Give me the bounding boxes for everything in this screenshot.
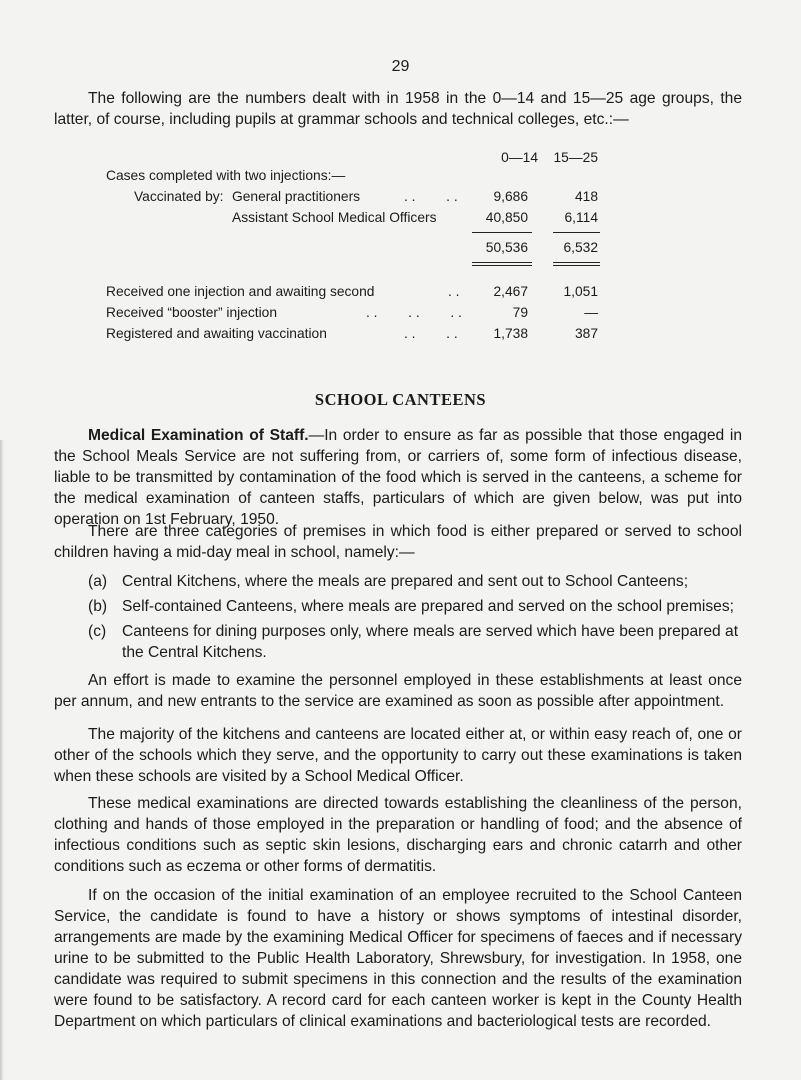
vaccination-table (0, 0, 801, 340)
row-label: General practitioners (232, 189, 361, 204)
row-value-0-14: 79 (512, 305, 528, 320)
row-leader: . . . . (404, 189, 458, 204)
list-item-text: Central Kitchens, where the meals are prepared and sent out to School Canteens; (122, 573, 689, 590)
row-label: Assistant School Medical Officers (232, 210, 437, 225)
paragraph-effort (54, 670, 742, 712)
paragraph-text: An effort is made to examine the personnel employed in these establishments at least once per annum, and new entrants to the service are examined as soon as possible after appointment. (54, 672, 742, 710)
paragraph-text: The majority of the kitchens and canteens are located either at, or within easy reach of, one or other of the schools which they serve, and the opportunity to carry out these examinations is taken when these schools are visited by a School Medical Officer. (54, 726, 742, 785)
row-leader: . . . . (404, 326, 458, 341)
paragraph-medical-examination (54, 425, 742, 530)
row-leader: . . (448, 284, 460, 299)
paragraph-directed (54, 793, 742, 877)
subtotal-rule-0-14 (472, 232, 532, 233)
row-value-15-25: — (584, 305, 598, 320)
total-rule-0-14 (472, 262, 532, 266)
row-value-0-14: 2,467 (493, 284, 528, 299)
list-item-text: Self-contained Canteens, where meals are prepared and served on the school premises; (122, 598, 734, 615)
row-label: Received “booster” injection (106, 305, 278, 320)
row-value-0-14: 9,686 (493, 189, 528, 204)
paragraph-text: —In order to ensure as far as possible that those engaged in the School Meals Service are not suffering from, or carriers of, some form of infectious disease, liable to be transmitted by contamination of the food which is served in the canteens, a scheme for the medical examination of canteen staffs, particulars of which are given below, was put into operation on 1st February, 1950. (54, 427, 742, 528)
vaccinated-by-label: Vaccinated by: (134, 189, 224, 204)
list-item-label: (b) (88, 598, 108, 615)
list-item-label: (a) (88, 573, 108, 590)
row-label: Received one injection and awaiting second (106, 284, 375, 299)
total-value-0-14: 50,536 (485, 240, 528, 255)
paragraph-text: If on the occasion of the initial examination of an employee recruited to the School Canteen Service, the candidate is found to have a history or shows symptoms of intestinal disorder, arrangements are made by the examining Medical Officer for specimens of faeces and if necessary urine to be submitted to the Public Health Laboratory, Shrewsbury, for investigation. In 1958, one candidate was required to submit specimens in this connection and the results of the examination were found to be satisfactory. A record card for each canteen worker is kept in the County Health Department on which particulars of clinical examinations and bacteriological tests are recorded. (54, 887, 742, 1030)
total-value-15-25: 6,532 (563, 240, 598, 255)
scan-margin-shadow (0, 440, 4, 1080)
section-heading: SCHOOL CANTEENS (314, 390, 487, 409)
row-value-0-14: 40,850 (485, 210, 528, 225)
paragraph-lead: Medical Examination of Staff. (88, 427, 309, 444)
paragraph-initial-examination (54, 885, 742, 1032)
col-header-0-14: 0—14 (501, 150, 538, 165)
col-header-15-25: 15—25 (553, 150, 598, 165)
intro-text: The following are the numbers dealt with in 1958 in the 0—14 and 15—25 age groups, the latter, of course, including pupils at grammar schools and technical colleges, etc.:— (54, 90, 742, 128)
paragraph-text: These medical examinations are directed towards establishing the cleanliness of the person, clothing and hands of those employed in the preparation or handling of food; and the absence of infectious conditions such as septic skin lesions, discharging ears and chronic catarrh and other conditions such as eczema or other forms of dermatitis. (54, 795, 742, 875)
row-value-15-25: 418 (574, 189, 598, 204)
paragraph-categories (54, 521, 742, 563)
section-label: Cases completed with two injections:— (106, 168, 346, 183)
row-leader: . . . . . . (366, 305, 462, 320)
row-label: Registered and awaiting vaccination (106, 326, 327, 341)
list-item-label: (c) (88, 623, 107, 640)
list-item (88, 621, 742, 663)
list-item-text: Canteens for dining purposes only, where meals are served which have been prepared at the Central Kitchens. (122, 623, 739, 661)
total-rule-15-25 (553, 262, 600, 266)
page-number: 29 (391, 58, 410, 75)
row-value-15-25: 1,051 (563, 284, 598, 299)
row-value-0-14: 1,738 (493, 326, 528, 341)
row-value-15-25: 387 (574, 326, 598, 341)
paragraph-majority (54, 724, 742, 787)
list-item (88, 571, 742, 592)
subtotal-rule-15-25 (553, 232, 600, 233)
row-value-15-25: 6,114 (564, 210, 598, 225)
list-item (88, 596, 742, 617)
paragraph-text: There are three categories of premises in which food is either prepared or served to school children having a mid-day meal in school, namely:— (54, 523, 742, 561)
